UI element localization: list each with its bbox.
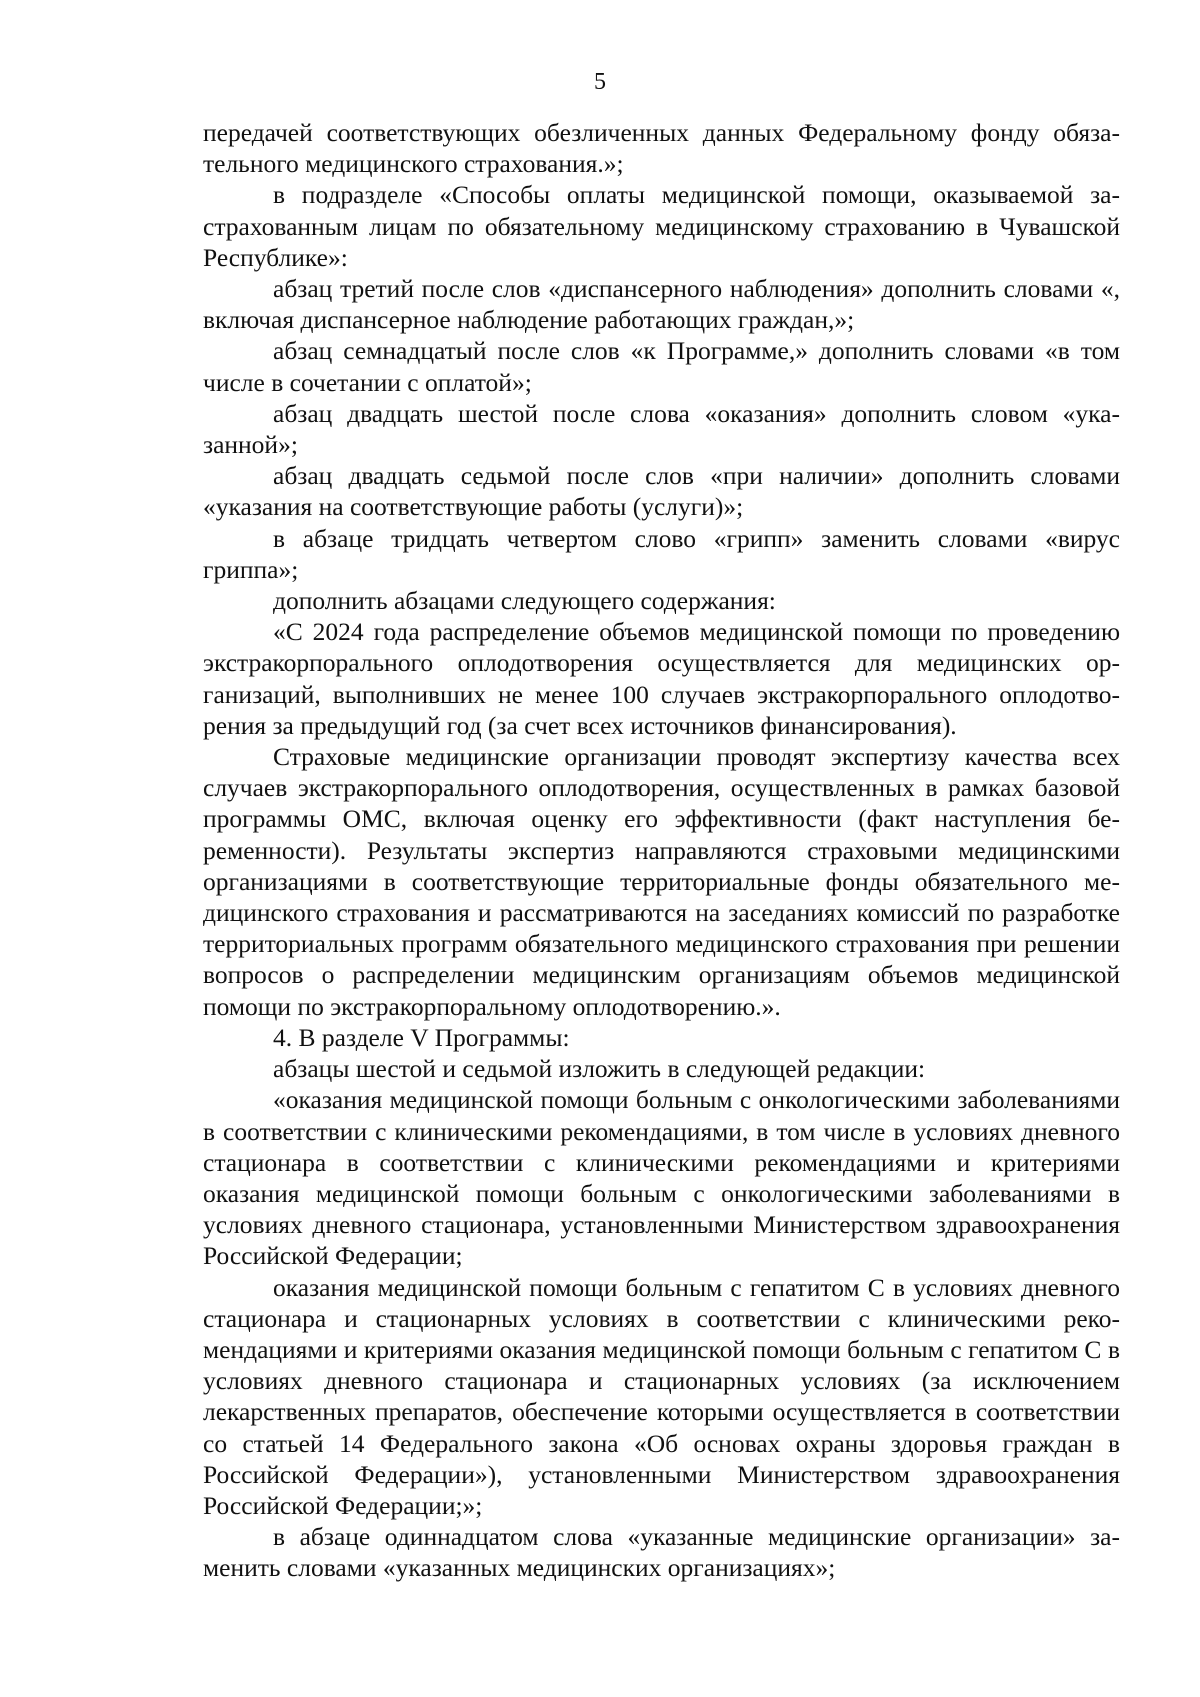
document-paragraph: абзац третий после слов «диспансерного наблюдения» дополнить словами «, включая диспансерное наблюдение работающих граждан,»;: [203, 274, 1120, 335]
document-body: [203, 117, 1120, 1584]
document-paragraph: оказания медицинской помощи больным с гепатитом С в условиях дневного стационара и стационарных условиях в соответствии с клиническими рекомендациями и критериями оказания медицинской помощи больным с гепатитом С в условиях дневного стационара и стационарных условиях (за исключением лекарственных препаратов, обеспечение которыми осуществляется в соответствии со статьей 14 Федерального закона «Об основах охраны здоровья граждан в Российской Федерации»), установленными Министерством здравоохранения Российской Федерации;»;: [203, 1272, 1120, 1520]
document-paragraph: абзац двадцать седьмой после слов «при наличии» дополнить словами «указания на соответствующие работы (услуги)»;: [203, 461, 1120, 522]
document-paragraph: абзацы шестой и седьмой изложить в следующей редакции:: [273, 1054, 926, 1084]
document-paragraph: 4. В разделе V Программы:: [273, 1022, 570, 1052]
document-paragraph: «оказания медицинской помощи больным с онкологическими заболеваниями в соответствии с клиническими рекомендациями, в том числе в условиях дневного стационара в соответствии с клиническими рекомендациями и критериями оказания медицинской помощи больным с онкологическими заболеваниями в условиях дневного стационара, установленными Министерством здравоохранения Российской Федерации;: [203, 1085, 1120, 1271]
document-paragraph: в абзаце одиннадцатом слова «указанные медицинские организации» заменить словами «указанных медицинских организациях»;: [203, 1522, 1120, 1583]
document-paragraph: передачей соответствующих обезличенных данных Федеральному фонду обязательного медицинского страхования.»;: [203, 118, 1120, 179]
document-paragraph: «С 2024 года распределение объемов медицинской помощи по проведению экстракорпорального оплодотворения осуществляется для медицинских организаций, выполнивших не менее 100 случаев экстракорпорального оплодотворения за предыдущий год (за счет всех источников финансирования).: [203, 617, 1120, 740]
document-paragraph: дополнить абзацами следующего содержания:: [273, 586, 776, 616]
document-paragraph: в абзаце тридцать четвертом слово «грипп» заменить словами «вирус гриппа»;: [203, 523, 1120, 584]
document-paragraph: в подразделе «Способы оплаты медицинской помощи, оказываемой застрахованным лицам по обязательному медицинскому страхованию в Чувашской Республике»:: [203, 180, 1120, 272]
document-paragraph: абзац семнадцатый после слов «к Программе,» дополнить словами «в том числе в сочетании с оплатой»;: [203, 336, 1120, 397]
document-paragraph: Страховые медицинские организации проводят экспертизу качества всех случаев экстракорпорального оплодотворения, осуществленных в рамках базовой программы ОМС, включая оценку его эффективности (факт наступления беременности). Результаты экспертиз направляются страховыми медицинскими организациями в соответствующие территориальные фонды обязательного медицинского страхования и рассматриваются на заседаниях комиссий по разработке территориальных программ обязательного медицинского страхования при решении вопросов о распределении медицинским организациям объемов медицинской помощи по экстракорпоральному оплодотворению.».: [203, 742, 1120, 1021]
document-paragraph: абзац двадцать шестой после слова «оказания» дополнить словом «указанной»;: [203, 398, 1120, 460]
page-number: 5: [594, 69, 606, 95]
